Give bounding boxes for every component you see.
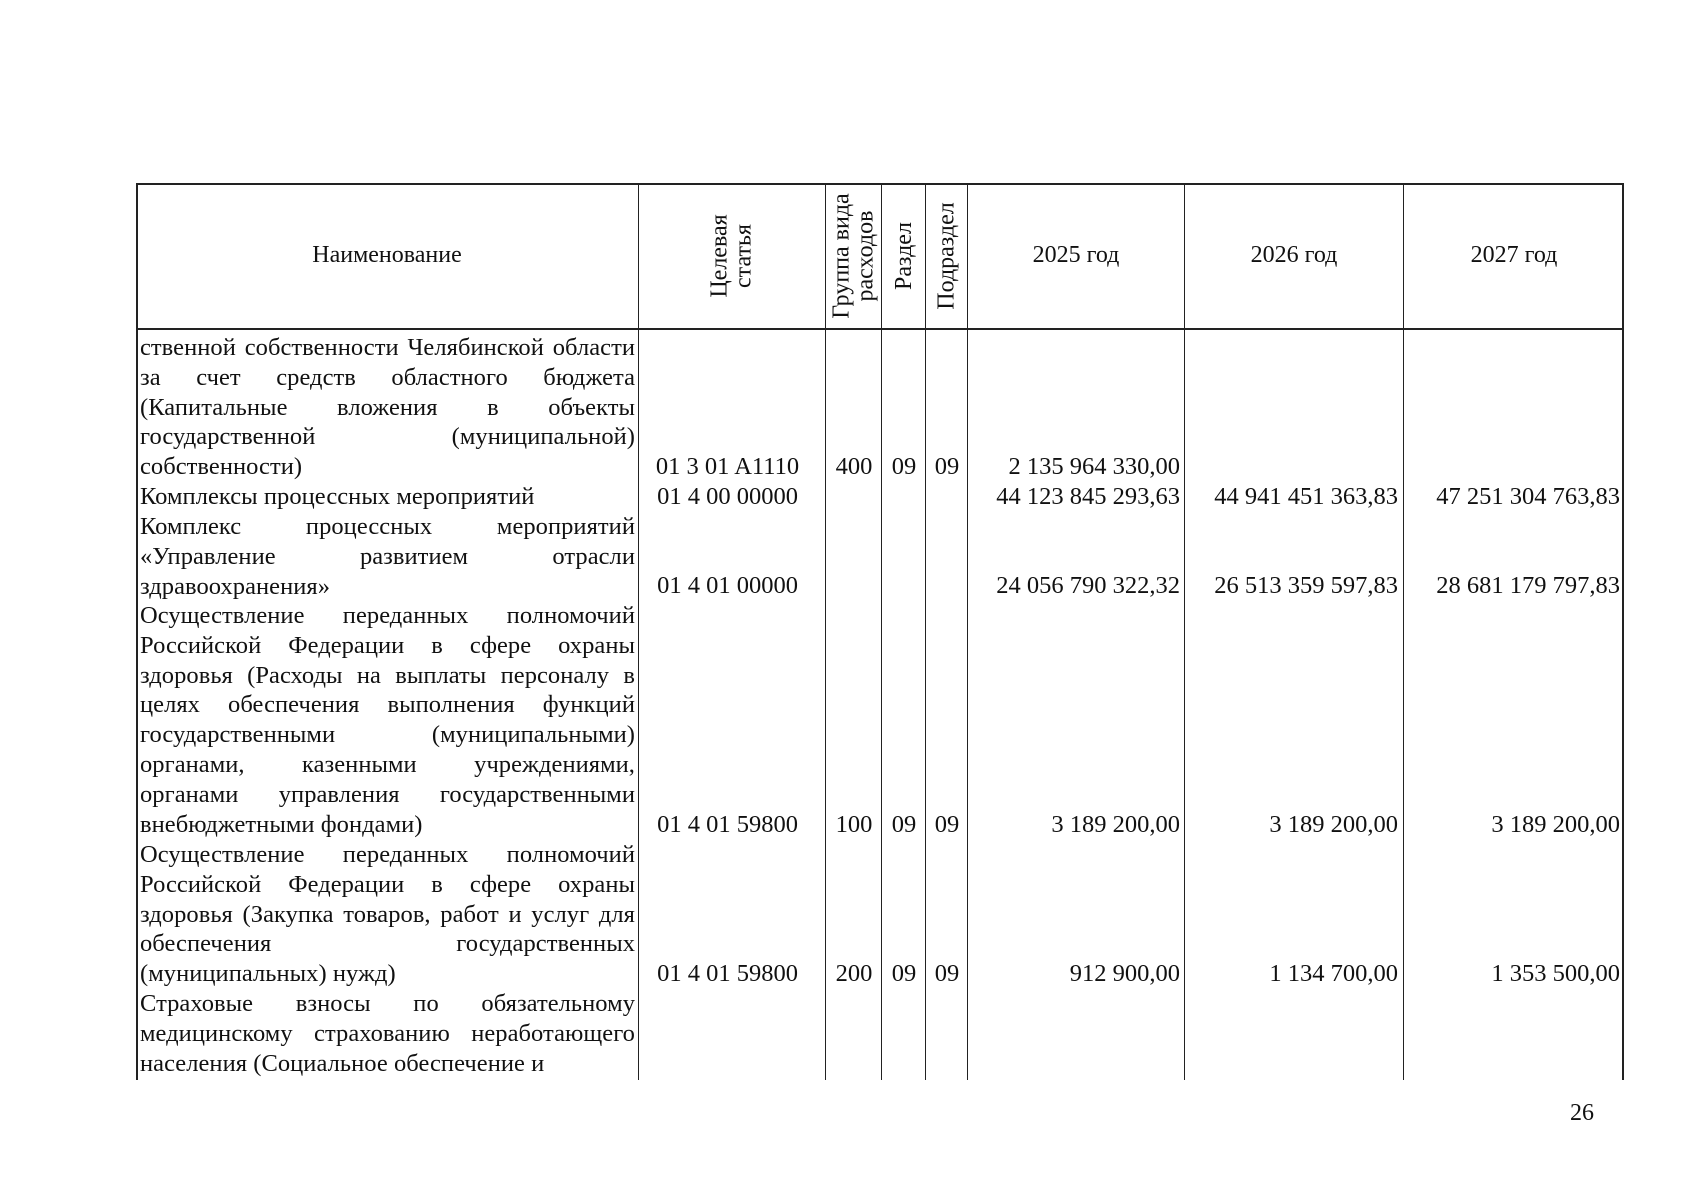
header-year-2026	[1185, 183, 1403, 328]
row-name: Страховые взносы по обязательному медицинскому страхованию неработающего населения (Социальное обеспечение и	[140, 990, 635, 1077]
row-subsection: 09	[934, 453, 960, 480]
header-target-article-line2: статья	[730, 223, 757, 288]
row-section: 09	[891, 811, 917, 838]
header-year-2026-label: 2026 год	[1250, 241, 1338, 268]
row-amount-2025: 44 123 845 293,63	[996, 483, 1180, 510]
row-amount-2027: 28 681 179 797,83	[1436, 572, 1620, 599]
header-year-2025	[968, 183, 1184, 328]
row-name: Комплексы процессных мероприятий	[140, 483, 535, 510]
row-section: 09	[891, 960, 917, 987]
row-amount-2026: 44 941 451 363,83	[1214, 483, 1398, 510]
header-expense-group	[826, 183, 881, 328]
header-section-label: Раздел	[890, 221, 917, 290]
header-expense-group-line2: расходов	[852, 210, 879, 301]
row-section: 09	[891, 453, 917, 480]
header-subsection-label: Подраздел	[933, 201, 960, 310]
header-expense-group-label	[830, 193, 878, 318]
row-name: Осуществление переданных полномочий Российской Федерации в сфере охраны здоровья (Расходы на выплаты персоналу в целях обеспечения выполнения функций государственными (муниципальными) органами, казенными учреждениями, органами управления государственными внебюджетными фондами)	[140, 602, 635, 838]
header-subsection	[926, 183, 967, 328]
header-name	[136, 183, 638, 328]
row-amount-2025: 3 189 200,00	[1051, 811, 1180, 838]
row-subsection: 09	[934, 811, 960, 838]
row-amount-2026: 3 189 200,00	[1269, 811, 1398, 838]
row-amount-2025: 24 056 790 322,32	[996, 572, 1180, 599]
row-expense-group: 400	[835, 453, 873, 480]
header-year-2027-label: 2027 год	[1470, 241, 1558, 268]
table-header-divider	[136, 328, 1624, 330]
row-expense-group: 100	[835, 811, 873, 838]
row-name: Комплекс процессных мероприятий «Управление развитием отрасли здравоохранения»	[140, 513, 635, 600]
header-target-article-line1: Целевая	[706, 213, 733, 298]
header-year-2027	[1404, 183, 1624, 328]
row-code: 01 4 01 59800	[657, 811, 798, 838]
header-year-2025-label: 2025 год	[1032, 241, 1120, 268]
row-amount-2027: 47 251 304 763,83	[1436, 483, 1620, 510]
row-code: 01 4 01 59800	[657, 960, 798, 987]
row-subsection: 09	[934, 960, 960, 987]
row-amount-2027: 3 189 200,00	[1491, 811, 1620, 838]
row-name: ственной собственности Челябинской области за счет средств областного бюджета (Капитальные вложения в объекты государственной (муниципальной) собственности)	[140, 334, 635, 481]
page-number: 26	[1570, 1100, 1594, 1126]
row-expense-group: 200	[835, 960, 873, 987]
row-code: 01 4 00 00000	[657, 483, 798, 510]
row-name: Осуществление переданных полномочий Российской Федерации в сфере охраны здоровья (Закупка товаров, работ и услуг для обеспечения государственных (муниципальных) нужд)	[140, 841, 635, 988]
row-code: 01 4 01 00000	[657, 572, 798, 599]
row-amount-2027: 1 353 500,00	[1491, 960, 1620, 987]
row-amount-2025: 2 135 964 330,00	[1008, 453, 1180, 480]
row-amount-2026: 1 134 700,00	[1269, 960, 1398, 987]
header-name-label: Наименование	[312, 241, 462, 268]
header-target-article-label	[708, 214, 756, 297]
header-expense-group-line1: Группа вида	[828, 192, 855, 319]
row-amount-2026: 26 513 359 597,83	[1214, 572, 1398, 599]
row-code: 01 3 01 A1110	[655, 453, 800, 480]
row-amount-2025: 912 900,00	[1069, 960, 1180, 987]
header-target-article	[639, 183, 825, 328]
header-section	[882, 183, 925, 328]
